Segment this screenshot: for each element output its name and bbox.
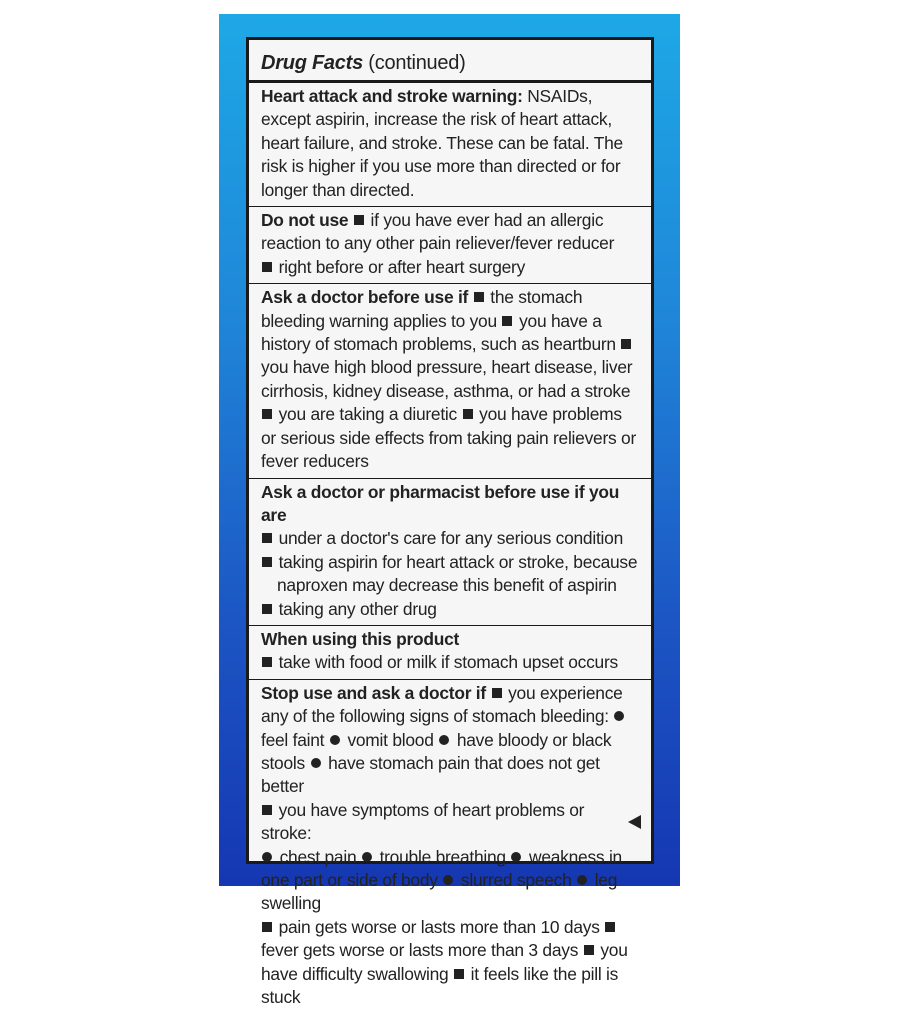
stop-use-item: you experience any of the following signs of stomach bleeding:: [261, 682, 623, 727]
when-using-heading: When using this product: [261, 628, 460, 649]
when-using-section: [261, 626, 639, 679]
stop-use-item: fever gets worse or lasts more than 3 days: [261, 940, 579, 961]
do-not-use-heading: Do not use: [261, 210, 349, 231]
round-bullet-icon: [511, 852, 521, 862]
round-bullet-icon: [614, 711, 624, 721]
heart-attack-warning-section: [261, 83, 639, 206]
package-background: [219, 14, 680, 1008]
ask-doctor-item: you have high blood pressure, heart disease, liver cirrhosis, kidney disease, asthma, or had a stroke: [261, 357, 633, 401]
square-bullet-icon: [354, 215, 364, 225]
drug-facts-content: [249, 40, 651, 1008]
heart-attack-heading: Heart attack and stroke warning:: [261, 86, 523, 106]
round-bullet-icon: [439, 735, 449, 745]
heart-symptom: leg swelling: [261, 870, 618, 914]
ask-pharmacist-item: under a doctor's care for any serious condition: [278, 528, 624, 549]
square-bullet-icon: [463, 409, 473, 419]
bleeding-sign: have bloody or black stools: [261, 729, 612, 773]
drug-facts-header: [261, 50, 639, 80]
heart-symptom: trouble breathing: [379, 846, 506, 867]
do-not-use-item: right before or after heart surgery: [278, 256, 526, 277]
bleeding-sign: vomit blood: [347, 729, 434, 750]
stop-use-section: [261, 680, 639, 1013]
ask-doctor-item: the stomach bleeding warning applies to you: [261, 287, 583, 331]
ask-doctor-section: [261, 284, 639, 477]
stop-use-heading: Stop use and ask a doctor if: [261, 682, 486, 703]
round-bullet-icon: [311, 758, 321, 768]
round-bullet-icon: [362, 852, 372, 862]
square-bullet-icon: [262, 657, 272, 667]
drug-facts-title: Drug Facts: [261, 52, 363, 74]
stop-use-item: pain gets worse or lasts more than 10 days: [278, 916, 600, 937]
square-bullet-icon: [262, 409, 272, 419]
square-bullet-icon: [605, 922, 615, 932]
bleeding-sign: feel faint: [261, 729, 325, 750]
ask-pharmacist-heading: Ask a doctor or pharmacist before use if you are: [261, 481, 620, 525]
stop-use-item: it feels like the pill is stuck: [261, 963, 619, 1008]
square-bullet-icon: [262, 805, 272, 815]
square-bullet-icon: [262, 922, 272, 932]
square-bullet-icon: [262, 557, 272, 567]
round-bullet-icon: [577, 875, 587, 885]
square-bullet-icon: [262, 604, 272, 614]
ask-doctor-heading: Ask a doctor before use if: [261, 287, 469, 308]
square-bullet-icon: [492, 688, 502, 698]
square-bullet-icon: [262, 533, 272, 543]
square-bullet-icon: [621, 339, 631, 349]
square-bullet-icon: [474, 292, 484, 302]
round-bullet-icon: [330, 735, 340, 745]
round-bullet-icon: [262, 852, 272, 862]
do-not-use-item: if you have ever had an allergic reaction to any other pain reliever/fever reducer: [261, 210, 615, 254]
heart-symptom: chest pain: [279, 846, 357, 867]
ask-pharmacist-item: taking aspirin for heart attack or stroke, because: [278, 551, 638, 572]
square-bullet-icon: [262, 262, 272, 272]
square-bullet-icon: [584, 945, 594, 955]
round-bullet-icon: [443, 875, 453, 885]
continue-arrow-icon: [628, 815, 641, 829]
when-using-item: take with food or milk if stomach upset occurs: [278, 652, 618, 673]
drug-facts-panel: [246, 37, 654, 1008]
stop-use-item: you have symptoms of heart problems or stroke:: [261, 799, 585, 844]
square-bullet-icon: [502, 316, 512, 326]
stop-use-item: you have difficulty swallowing: [261, 940, 628, 984]
ask-doctor-item: you are taking a diuretic: [278, 404, 457, 425]
do-not-use-section: [261, 207, 639, 283]
heart-symptom: weakness in one part or side of body: [261, 846, 622, 890]
ask-pharmacist-section: [261, 479, 639, 625]
ask-pharmacist-item-continued: naproxen may decrease this benefit of aspirin: [277, 575, 617, 596]
ask-doctor-item: you have a history of stomach problems, such as heartburn: [261, 310, 616, 355]
ask-doctor-item: you have problems or serious side effects from taking pain relievers or fever reducers: [261, 404, 636, 472]
bleeding-sign: have stomach pain that does not get better: [261, 752, 600, 797]
heart-symptom: slurred speech: [460, 870, 572, 890]
drug-facts-subtitle: (continued): [368, 52, 466, 74]
ask-pharmacist-item: taking any other drug: [278, 598, 437, 619]
square-bullet-icon: [454, 969, 464, 979]
heart-attack-text: NSAIDs, except aspirin, increase the risk of heart attack, heart failure, and stroke. These can be fatal. The risk is higher if you use more than directed or for longer than directed.: [261, 86, 623, 200]
